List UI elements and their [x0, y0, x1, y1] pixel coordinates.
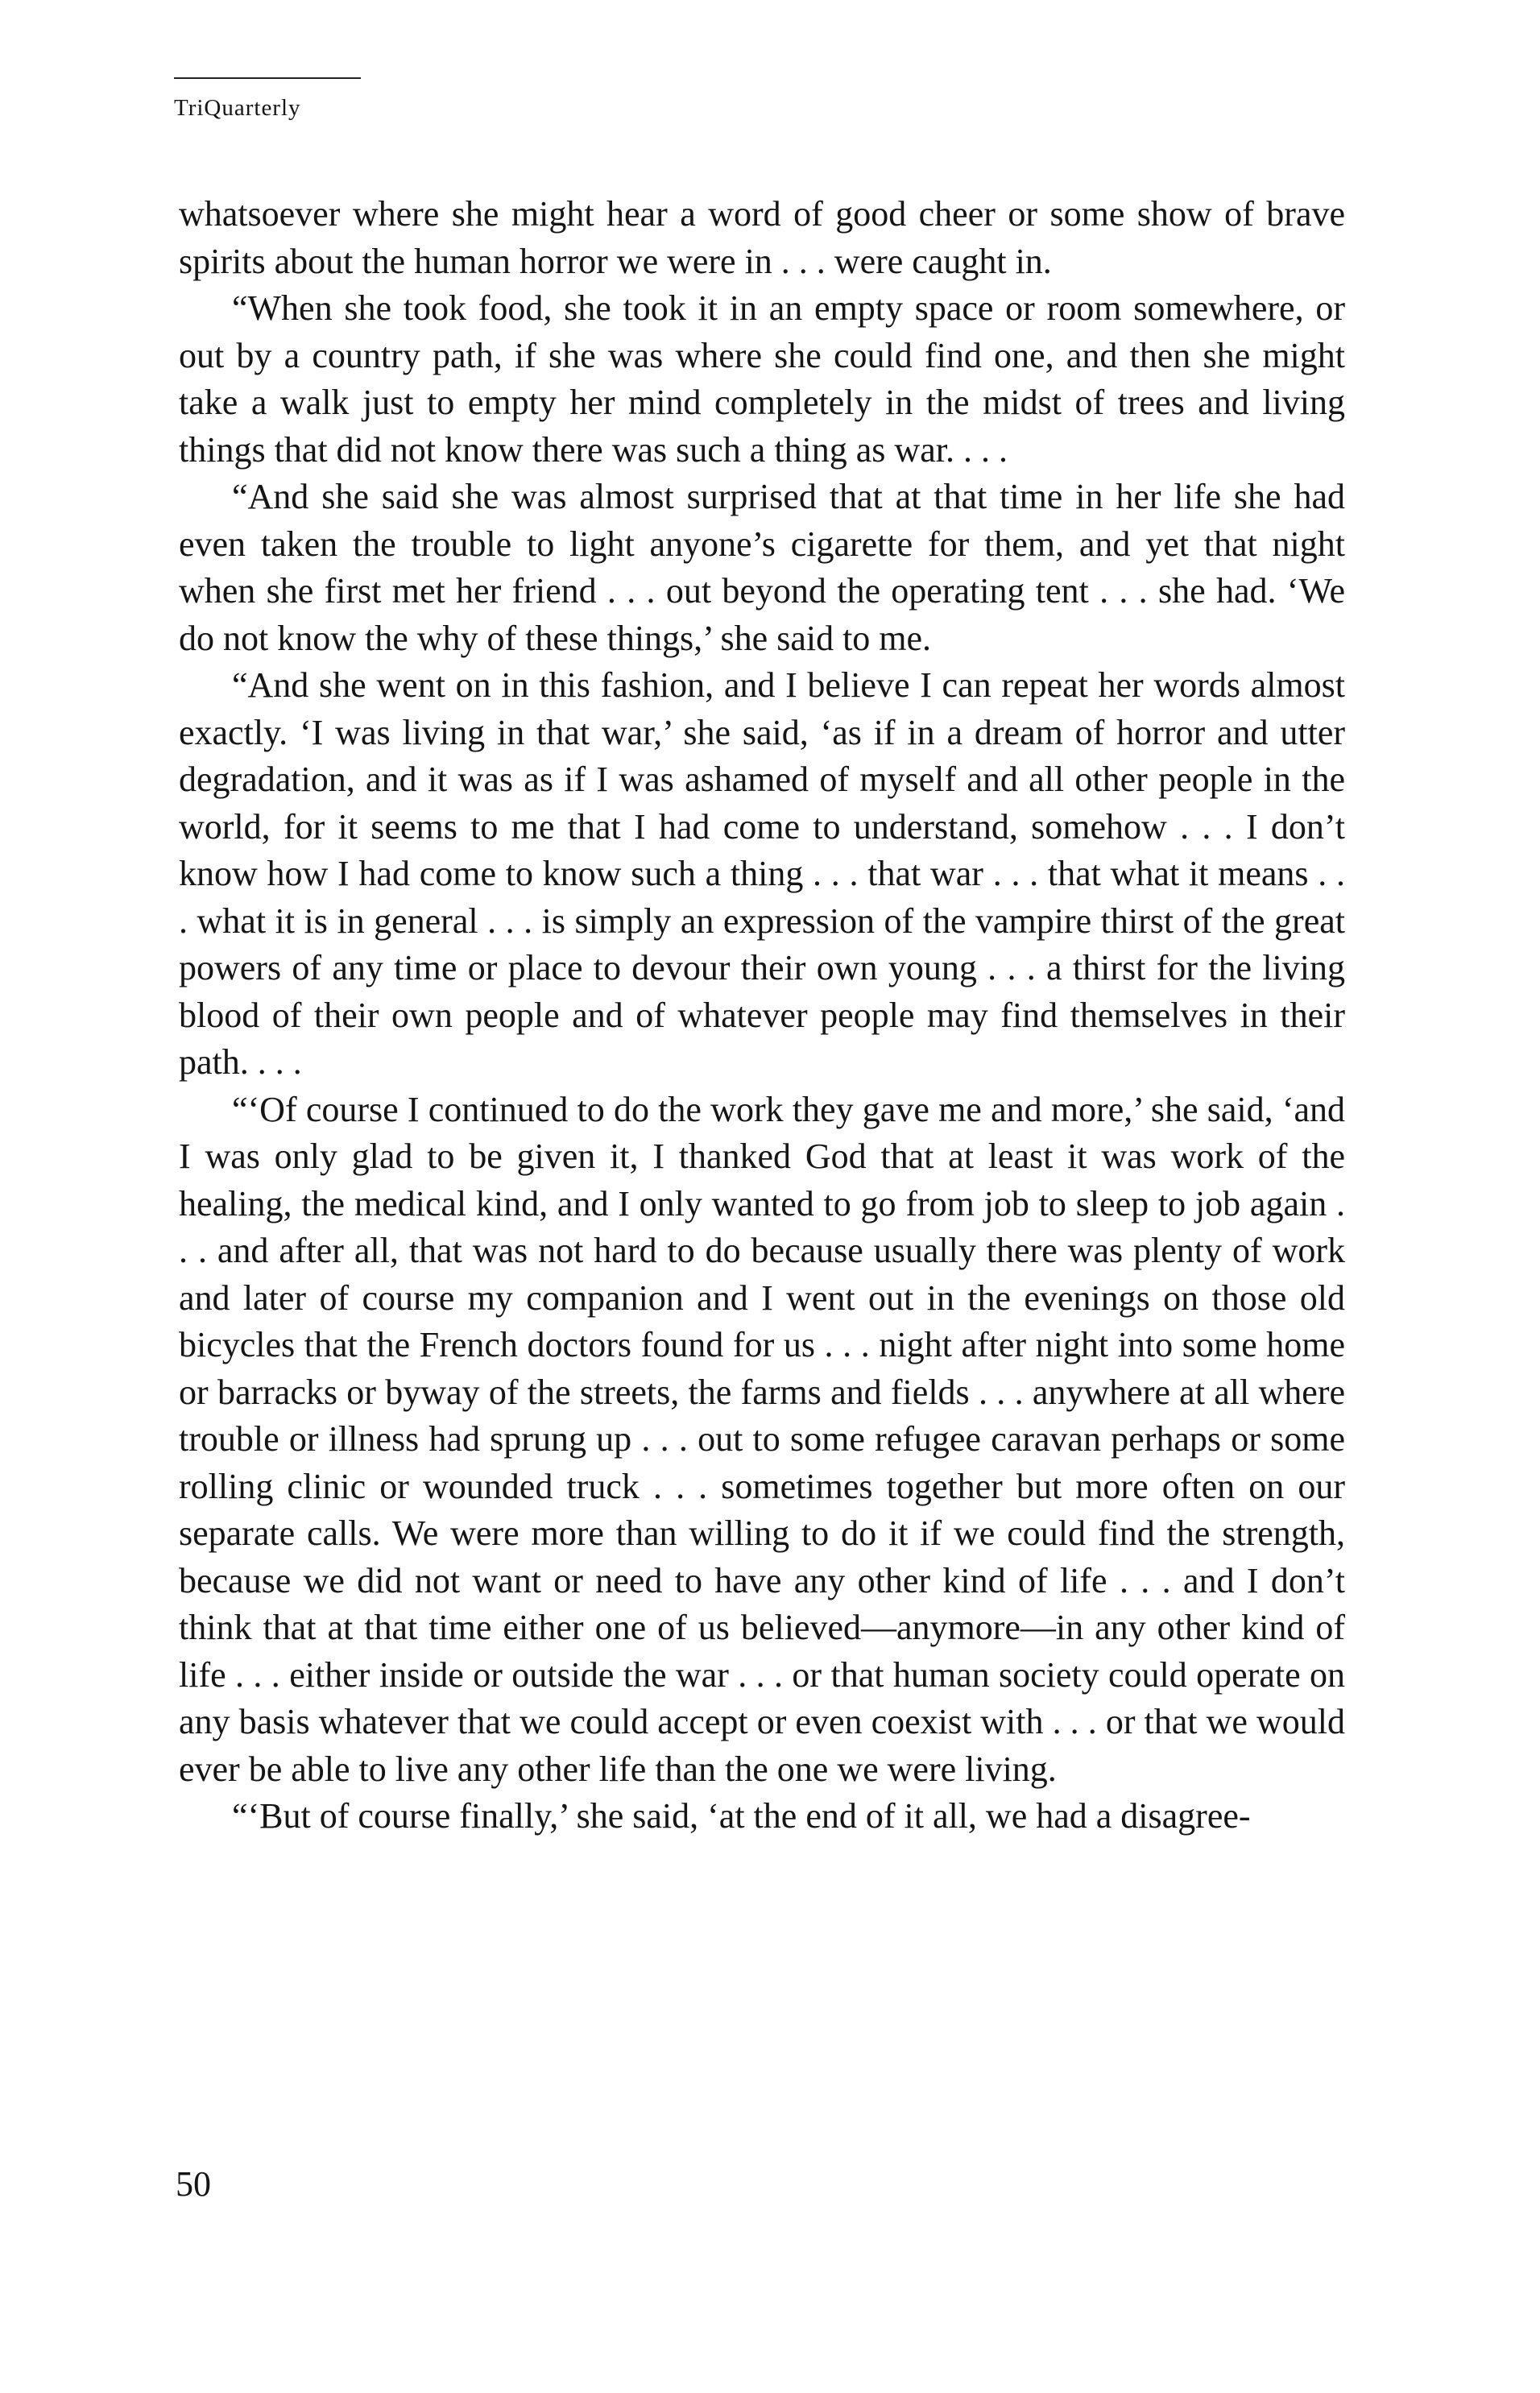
paragraph: “And she said she was almost surprised that at that time in her life she had even taken the trouble to light anyone’s cigarette for them, and yet that night when she first met her friend . . . out beyond the operating tent . . . she had. ‘We do not know the why of these things,’ she said to me. [179, 477, 1345, 658]
running-head-rule [174, 77, 361, 79]
page-number: 50 [176, 2164, 211, 2204]
paragraph: “‘Of course I continued to do the work they gave me and more,’ she said, ‘and I was only glad to be given it, I thanked God that at least it was work of the healing, the medical kind, and I only wanted to go from job to sleep to job again . . . and after all, that was not hard to do because usually there was plenty of work and later of course my companion and I went out in the evenings on those old bicycles that the French doctors found for us . . . night after night into some home or barracks or byway of the streets, the farms and fields . . . anywhere at all where trouble or illness had sprung up . . . out to some refugee caravan perhaps or some rolling clinic or wounded truck . . . sometimes together but more often on our separate calls. We were more than willing to do it if we could find the strength, because we did not want or need to have any other kind of life . . . and I don’t think that at that time either one of us believed—anymore—in any other kind of life . . . either inside or outside the war . . . or that human society could operate on any basis whatever that we could accept or even coexist with . . . or that we would ever be able to live any other life than the one we were living. [179, 1089, 1345, 1789]
paragraph: whatsoever where she might hear a word of good cheer or some show of brave spirits about the human horror we were in . . . were caught in. [179, 194, 1345, 281]
running-head-title: TriQuarterly [174, 95, 301, 121]
running-head [174, 77, 361, 120]
body-text [179, 191, 1345, 1840]
paragraph: “And she went on in this fashion, and I believe I can repeat her words almost exactly. ‘I was living in that war,’ she said, ‘as if in a dream of horror and utter degradation, and it was as if I was ashamed of myself and all other people in the world, for it seems to me that I had come to understand, somehow . . . I don’t know how I had come to know such a thing . . . that war . . . that what it means . . . what it is in general . . . is simply an expression of the vampire thirst of the great powers of any time or place to devour their own young . . . a thirst for the living blood of their own people and of whatever people may find themselves in their path. . . . [179, 665, 1345, 1082]
paragraph: “When she took food, she took it in an empty space or room somewhere, or out by a country path, if she was where she could find one, and then she might take a walk just to empty her mind completely in the midst of trees and living things that did not know there was such a thing as war. . . . [179, 288, 1345, 470]
paragraph: “‘But of course finally,’ she said, ‘at the end of it all, we had a disagree- [232, 1796, 1251, 1836]
